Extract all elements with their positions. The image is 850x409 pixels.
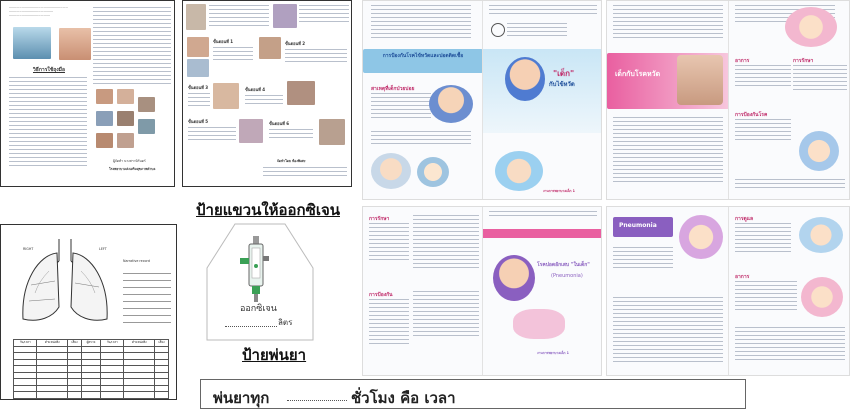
col-text-2 xyxy=(413,291,479,339)
cover-image xyxy=(483,49,602,133)
top-text xyxy=(209,5,269,29)
photo-hands-wash xyxy=(59,28,91,60)
photo-row4-a xyxy=(239,119,263,143)
footer-note: โรงพยาบาลส่งเสริมสุขภาพตำบล xyxy=(109,167,156,171)
hero-sub: กับไข้หวัด xyxy=(549,81,575,88)
brochure3-panel-right xyxy=(483,207,602,376)
section1-text xyxy=(369,223,409,263)
section1-text xyxy=(735,223,791,255)
brochure-child-cold xyxy=(606,0,850,200)
oxygen-label: ออกซิเจน xyxy=(240,304,277,314)
photo-hand-bowl xyxy=(13,27,51,59)
photo-row2-c xyxy=(259,37,281,59)
auscultation-table xyxy=(13,339,169,400)
photo-top-1 xyxy=(186,4,206,30)
photo-step-8 xyxy=(138,119,155,134)
brochure3-subtitle: (Pneumonia) xyxy=(551,273,583,279)
brochure3-panel-left xyxy=(363,207,483,376)
brochure1-section: สาเหตุที่เด็กป่วยบ่อย xyxy=(371,86,415,92)
table-header: วัน/เวลา xyxy=(14,340,37,347)
step-5-label: ขั้นตอนที่ 5 xyxy=(188,119,209,124)
section2-text xyxy=(735,281,797,313)
notes-lines xyxy=(123,267,171,323)
handout-steps xyxy=(182,0,352,187)
spray-form xyxy=(200,379,746,409)
brochure2-section1: อาการ xyxy=(735,58,750,64)
lung-right-label: RIGHT xyxy=(23,247,34,251)
panel-text xyxy=(371,5,471,41)
oxygen-unit: ลิตร xyxy=(278,318,293,327)
brochure3-org: งานการพยาบาลเด็ก 1 xyxy=(537,351,569,355)
address-text xyxy=(507,23,567,39)
photo-row2-a xyxy=(187,37,209,57)
table-header: ตำแหน่งฟัง xyxy=(37,340,68,347)
panel-text-2 xyxy=(613,297,723,365)
step-5-text xyxy=(188,127,236,143)
step-6-label: ขั้นตอนที่ 6 xyxy=(269,121,290,126)
step-1-label: ขั้นตอนที่ 1 xyxy=(213,39,234,44)
brochure4-title: Pneumonia xyxy=(619,222,657,229)
intro-text: ........................................................ .......................................... ....................................... xyxy=(9,5,68,18)
handout-glove-usage xyxy=(0,0,175,187)
brochure1-title: การป้องกันโรคไข้หวัดและปอดติดเชื้อ xyxy=(382,53,464,59)
footer-text xyxy=(735,179,845,191)
brochure-pneumonia xyxy=(362,206,602,376)
photo-step-2 xyxy=(96,111,113,126)
step-6-text xyxy=(269,129,313,141)
brochure4-panel-left xyxy=(607,207,729,376)
hero-label: "เด็ก" xyxy=(553,69,575,78)
table-header: ตำแหน่งฟัง xyxy=(124,340,155,347)
step-1-text xyxy=(213,47,253,63)
col2-text xyxy=(93,7,171,87)
pneumonia-child-cartoon xyxy=(493,255,535,301)
table-header: เสียง xyxy=(155,340,169,347)
photo-step-7 xyxy=(138,97,155,112)
section2-text xyxy=(793,65,847,93)
mother-child-cartoon xyxy=(801,277,843,317)
brochure2-panel-left xyxy=(607,1,729,200)
footer-name: ผู้จัดทำ นางสาวนิรันดร์ xyxy=(113,159,146,163)
child-bed-cartoon xyxy=(799,217,843,253)
sick-girl-photo xyxy=(677,55,723,105)
cover-text xyxy=(489,5,597,17)
brochure2-section2: การรักษา xyxy=(793,58,814,64)
sick-child-cartoon xyxy=(371,153,411,189)
mid-footer-text xyxy=(263,167,347,179)
brochure4-section1: การดูแล xyxy=(735,216,754,222)
spray-label-left: พ่นยาทุก xyxy=(213,389,270,407)
auscultation-sheet xyxy=(0,224,177,400)
brochure-pneumonia-info xyxy=(606,206,850,376)
caption-spray-tag: ป้ายพ่นยา xyxy=(242,346,307,364)
photo-row3-a xyxy=(213,83,239,109)
section3-text xyxy=(735,119,791,143)
notes-title: Narrative record xyxy=(123,259,150,263)
bullet-text xyxy=(371,131,471,147)
table-header: ผู้ตรวจ xyxy=(81,340,100,347)
mid-footer: จัดทำโดย ห้องพิเศษ xyxy=(277,159,306,163)
photo-top-2 xyxy=(273,4,297,28)
photo-step-6 xyxy=(117,133,134,148)
lung-diagram xyxy=(9,231,121,331)
step-2-label: ขั้นตอนที่ 2 xyxy=(285,41,306,46)
lung-left-label: LEFT xyxy=(99,247,107,251)
photo-row2-b xyxy=(187,59,209,77)
step-4-text xyxy=(245,95,283,107)
top-text-2 xyxy=(299,5,349,25)
section2-text xyxy=(369,299,409,347)
cover-child-cartoon xyxy=(505,57,545,101)
spray-hours-field[interactable] xyxy=(287,400,347,401)
photo-step-4 xyxy=(117,89,134,104)
brochure4-section2: อาการ xyxy=(735,274,750,280)
step-2-text xyxy=(285,49,347,65)
panel-text xyxy=(613,5,723,41)
brochure2-panel-right xyxy=(729,1,850,200)
col-text xyxy=(413,215,479,271)
brochure-cold-prevention xyxy=(362,0,602,200)
table-header: วัน/เวลา xyxy=(101,340,124,347)
brochure2-section3: การป้องกันโรค xyxy=(735,112,768,118)
family-cartoon xyxy=(495,151,543,191)
caption-oxygen-tag: ป้ายแขวนให้ออกซิเจน xyxy=(196,201,340,219)
steps-text xyxy=(9,77,87,169)
oxygen-flow-line[interactable] xyxy=(225,326,277,327)
brochure3-title: โรคปอดอักเสบ "ในเด็ก" xyxy=(537,262,590,268)
step-4-label: ขั้นตอนที่ 4 xyxy=(245,87,266,92)
brochure1-org: งานการพยาบาลเด็ก 1 xyxy=(543,189,575,193)
title-bar xyxy=(483,229,602,238)
handout-heading: วิธีการใช้ถุงมือ xyxy=(33,67,65,73)
step-3-text xyxy=(188,93,210,109)
oxygen-flowmeter-icon xyxy=(238,236,278,302)
spray-label-right: ชั่วโมง คือ เวลา xyxy=(351,389,456,407)
brochure4-panel-right xyxy=(729,207,850,376)
top-text xyxy=(489,211,597,219)
kids-cartoon xyxy=(785,7,837,47)
brochure1-panel-left xyxy=(363,1,483,200)
photo-step-3 xyxy=(96,133,113,148)
nurse-cartoon xyxy=(679,215,723,259)
photo-row4-b xyxy=(319,119,345,145)
panel-text xyxy=(613,247,673,271)
child-cartoon-left xyxy=(429,85,473,123)
footer-text xyxy=(735,327,845,363)
photo-row3-b xyxy=(287,81,315,105)
section1-text xyxy=(735,65,791,89)
brochure3-section2: การป้องกัน xyxy=(369,292,393,298)
photo-step-1 xyxy=(96,89,113,104)
lungs-cartoon xyxy=(513,309,565,339)
symptom-text xyxy=(613,117,723,185)
hospital-logo-icon xyxy=(491,23,505,37)
doctor-cartoon xyxy=(799,131,839,171)
brochure2-title: เด็กกับโรคหวัด xyxy=(615,70,661,78)
table-header: เสียง xyxy=(68,340,82,347)
section-text xyxy=(371,93,431,121)
brochure3-section1: การรักษา xyxy=(369,216,390,222)
step-3-label: ขั้นตอนที่ 3 xyxy=(188,85,209,90)
sneeze-cartoon xyxy=(417,157,449,187)
photo-step-5 xyxy=(117,111,134,126)
brochure1-panel-right xyxy=(483,1,602,200)
